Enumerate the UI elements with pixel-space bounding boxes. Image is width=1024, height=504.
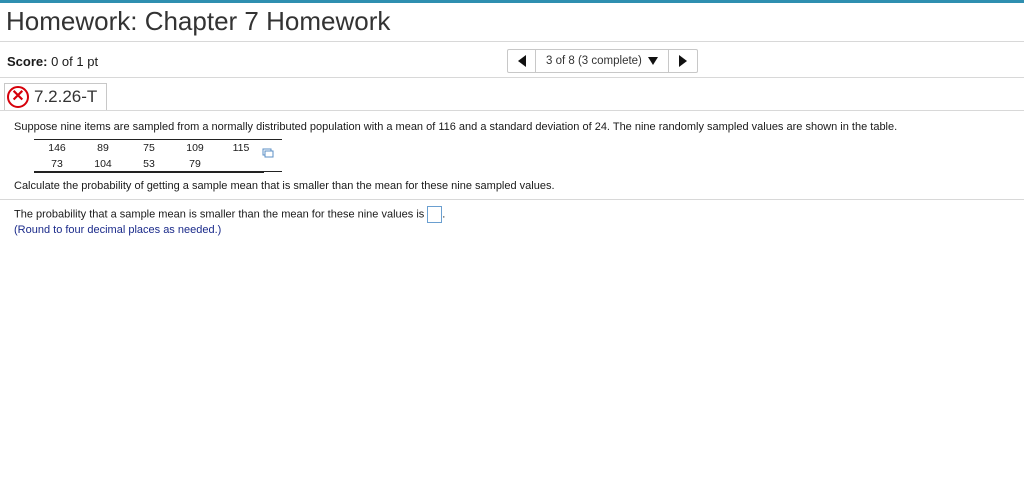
table-cell: 89 [80,140,126,157]
table-cell: 109 [172,140,218,157]
probability-answer-input[interactable] [427,206,442,223]
caret-down-icon [648,57,658,65]
question-select-value: 3 of 8 (3 complete) [546,55,642,67]
table-cell: 75 [126,140,172,157]
score-value: 0 of 1 pt [51,54,99,69]
answer-prompt: The probability that a sample mean is smaller than the mean for these nine values is [14,208,425,221]
sample-values-table [34,139,264,173]
question-id: 7.2.26-T [34,87,98,106]
next-question-button[interactable] [668,49,698,73]
incorrect-x-icon: ✕ [7,86,29,108]
problem-intro: Suppose nine items are sampled from a normally distributed population with a mean of 116 and a standard deviation of 24. The nine randomly sampled values are shown in the table. [14,121,898,133]
table-top-border [34,139,282,140]
table-cell: 73 [34,156,80,173]
table-row [34,140,264,157]
header-divider [0,41,1024,42]
copy-icon [262,148,274,158]
score-label: Score: [7,54,48,69]
table-cell: 115 [218,140,264,157]
table-bottom-border [34,171,282,172]
rounding-hint: (Round to four decimal places as needed.) [14,224,222,236]
top-accent-rule [0,0,1024,3]
score-display [7,54,98,69]
problem-instruction: Calculate the probability of getting a sample mean that is smaller than the mean for these nine sampled values. [14,180,555,192]
arrow-left-icon [518,55,526,67]
copy-table-icon[interactable] [262,145,274,163]
answer-divider [0,199,1024,200]
previous-question-button[interactable] [507,49,536,73]
table-cell: 104 [80,156,126,173]
page-title: Homework: Chapter 7 Homework [6,6,391,36]
question-divider [0,110,1024,111]
table-cell: 53 [126,156,172,173]
table-cell: 146 [34,140,80,157]
score-divider [0,77,1024,78]
question-select-dropdown[interactable] [535,49,669,73]
question-id-tab [4,83,107,110]
table-cell: 79 [172,156,218,173]
answer-line: The probability that a sample mean is smaller than the mean for these nine values is . [14,206,445,223]
arrow-right-icon [679,55,687,67]
